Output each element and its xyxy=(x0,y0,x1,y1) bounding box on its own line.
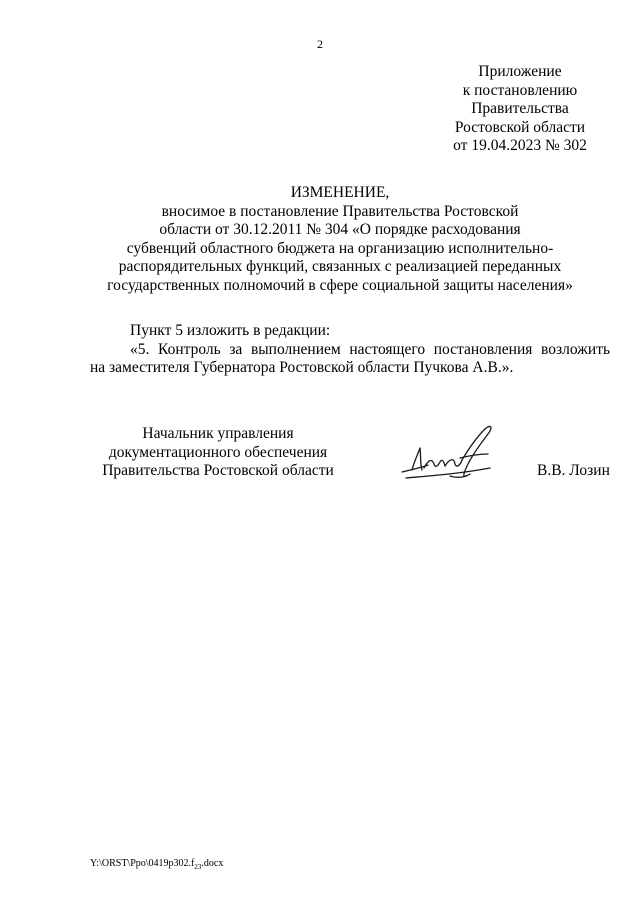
handwritten-signature xyxy=(398,418,510,484)
title-line: области от 30.12.2011 № 304 «О порядке расходования xyxy=(159,221,521,238)
quote-word: «5. xyxy=(130,341,150,358)
signer-position-line: документационного обеспечения xyxy=(108,443,328,461)
quote-word: возложить xyxy=(541,341,611,358)
quote-word: настоящего xyxy=(349,341,426,358)
file-path-suffix: .docx xyxy=(201,858,224,869)
appendix-line: от 19.04.2023 № 302 xyxy=(453,137,587,154)
file-path xyxy=(90,858,223,873)
signer-name: В.В. Лозин xyxy=(537,462,610,479)
amendment-text-line-1 xyxy=(130,341,610,360)
title-heading: ИЗМЕНЕНИЕ, xyxy=(290,184,390,201)
appendix-line: Правительства xyxy=(471,100,569,117)
title-line: государственных полномочий в сфере социальной защиты населения» xyxy=(107,276,573,294)
signer-position xyxy=(88,425,348,481)
signer-position-line: Правительства Ростовской области xyxy=(102,462,334,479)
appendix-line: Приложение xyxy=(478,63,562,80)
title-line: вносимое в постановление Правительства Ростовской xyxy=(161,202,519,220)
title-line: распорядительных функций, связанных с реализацией переданных xyxy=(118,258,562,275)
appendix-line: к постановлению xyxy=(462,81,578,99)
file-path-prefix: Y:\ORST\Ppo\0419p302.f xyxy=(90,858,195,869)
page-number: 2 xyxy=(317,37,323,51)
quote-word: Контроль xyxy=(158,341,221,358)
appendix-line: Ростовской области xyxy=(454,118,586,136)
quote-word: выполнением xyxy=(250,341,341,358)
amendment-text-line-2: на заместителя Губернатора Ростовской области Пучкова А.В.». xyxy=(90,359,514,376)
amendment-instruction: Пункт 5 изложить в редакции: xyxy=(130,322,331,339)
quote-word: за xyxy=(229,341,243,358)
signer-position-line: Начальник управления xyxy=(142,425,294,442)
document-title xyxy=(40,184,640,295)
appendix-header xyxy=(400,63,640,156)
title-line: субвенций областного бюджета на организацию исполнительно- xyxy=(126,239,554,257)
file-path-sub: 23 xyxy=(194,863,202,871)
quote-word: постановления xyxy=(433,341,533,358)
